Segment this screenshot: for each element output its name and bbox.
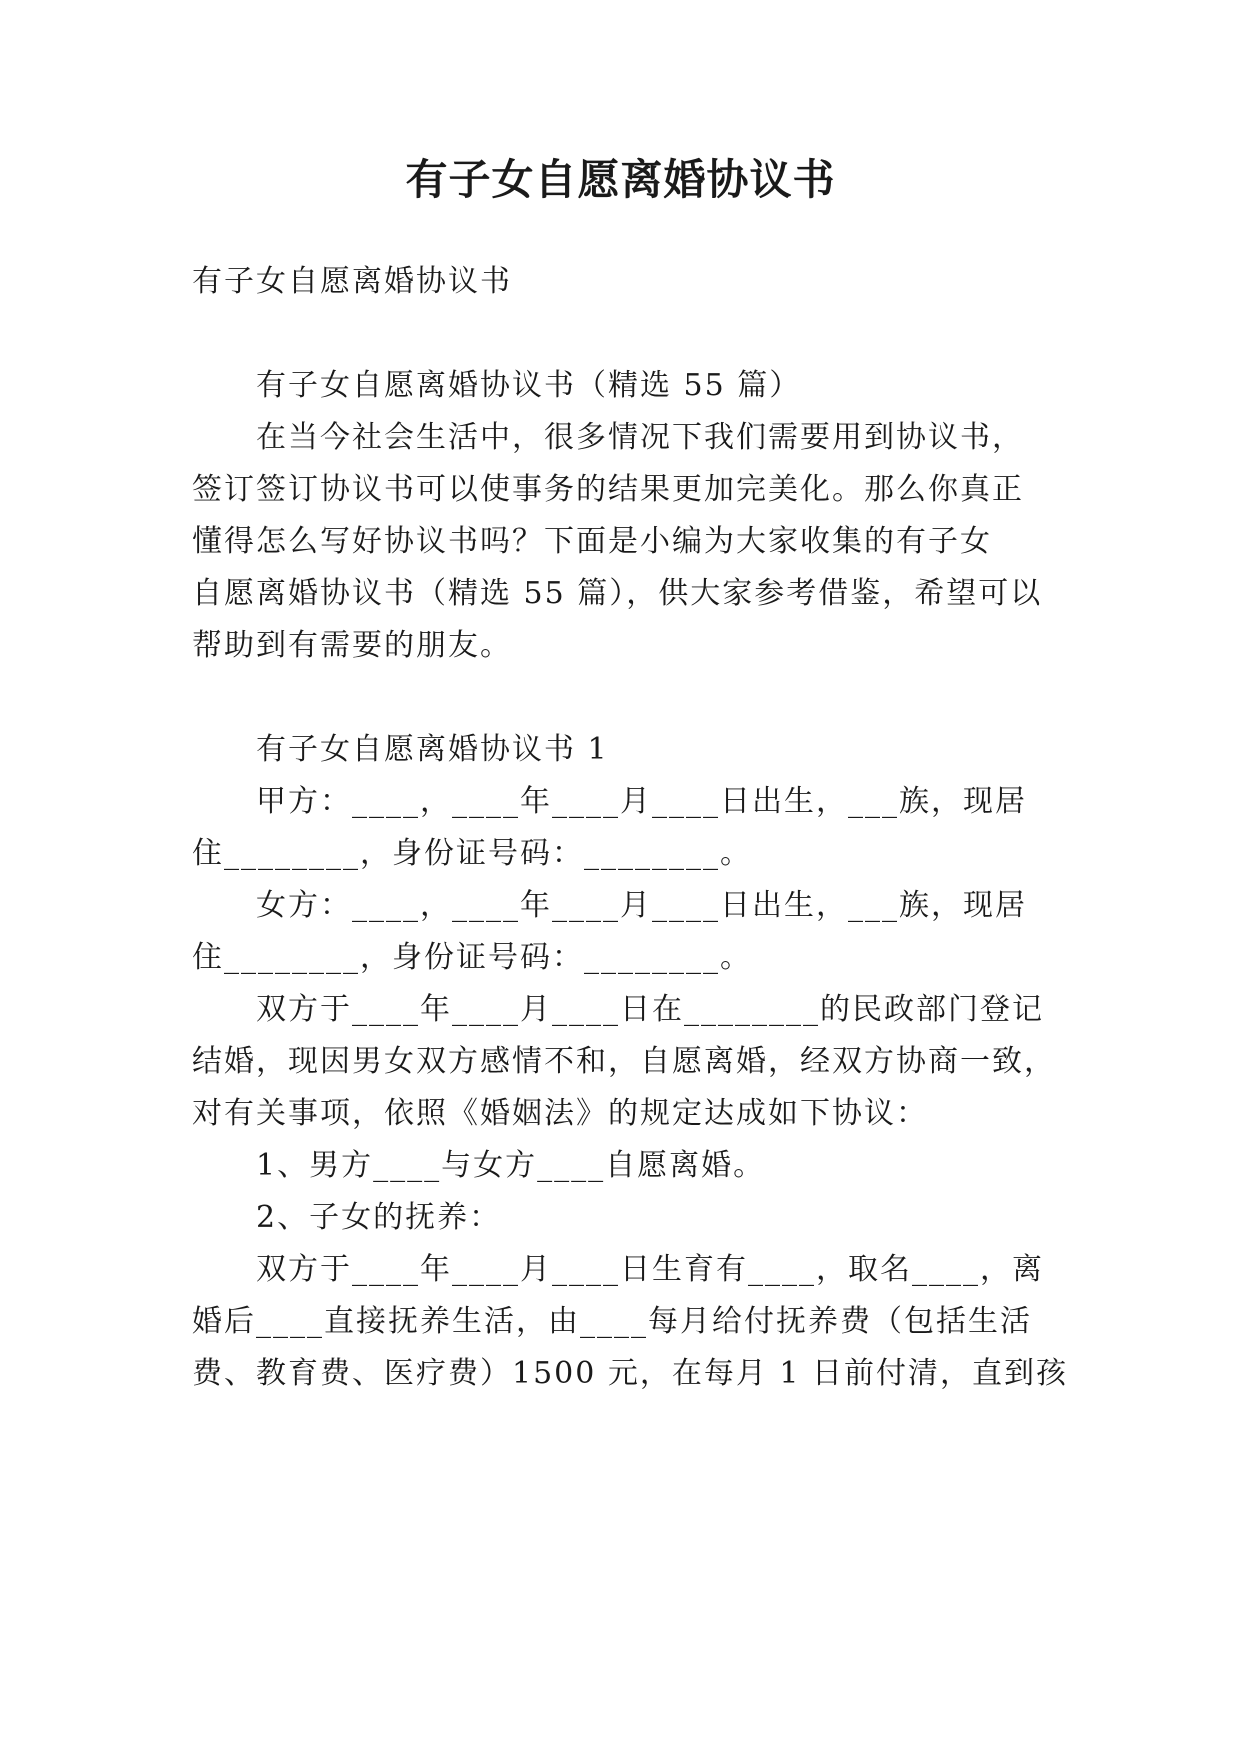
paragraph-line: 签订签订协议书可以使事务的结果更加完美化。那么你真正 xyxy=(192,472,1024,507)
subtitle-line: 有子女自愿离婚协议书 xyxy=(192,264,512,299)
paragraph-line: 双方于____年____月____日在________的民政部门登记 xyxy=(256,992,1044,1027)
paragraph-line: 对有关事项，依照《婚姻法》的规定达成如下协议： xyxy=(192,1096,928,1131)
paragraph-line: 双方于____年____月____日生育有____，取名____，离 xyxy=(256,1252,1044,1287)
party-b-line: 住________，身份证号码：________。 xyxy=(192,940,752,975)
section-heading: 有子女自愿离婚协议书 1 xyxy=(256,732,609,767)
paragraph-line: 帮助到有需要的朋友。 xyxy=(192,628,512,663)
clause-line: 2、子女的抚养： xyxy=(256,1200,502,1235)
paragraph-line: 婚后____直接抚养生活，由____每月给付抚养费（包括生活 xyxy=(192,1304,1032,1339)
clause-line: 1、男方____与女方____自愿离婚。 xyxy=(256,1148,766,1183)
party-b-line: 女方：____，____年____月____日出生，___族，现居 xyxy=(256,888,1027,923)
party-a-line: 住________，身份证号码：________。 xyxy=(192,836,752,871)
section-heading: 有子女自愿离婚协议书（精选 55 篇） xyxy=(256,368,802,403)
document-title: 有子女自愿离婚协议书 xyxy=(405,155,836,204)
party-a-line: 甲方：____，____年____月____日出生，___族，现居 xyxy=(256,784,1027,819)
paragraph-line: 在当今社会生活中，很多情况下我们需要用到协议书， xyxy=(256,420,1024,455)
paragraph-line: 结婚，现因男女双方感情不和，自愿离婚，经双方协商一致， xyxy=(192,1044,1056,1079)
paragraph-line: 费、教育费、医疗费）1500 元，在每月 1 日前付清，直到孩 xyxy=(192,1356,1069,1391)
paragraph-line: 自愿离婚协议书（精选 55 篇），供大家参考借鉴，希望可以 xyxy=(192,576,1043,611)
paragraph-line: 懂得怎么写好协议书吗？下面是小编为大家收集的有子女 xyxy=(192,524,992,559)
